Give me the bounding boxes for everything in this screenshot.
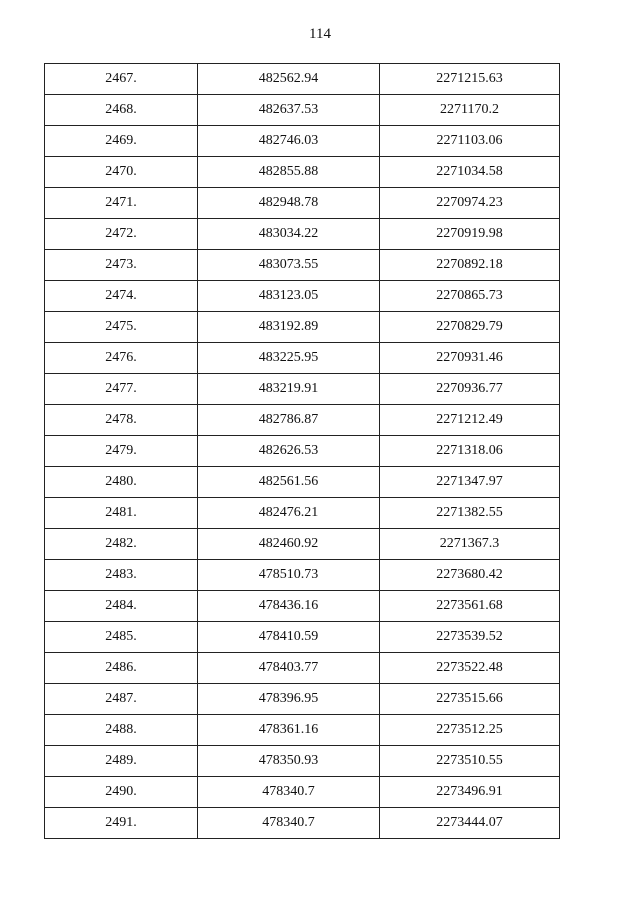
y-coordinate-cell: 2273510.55 [380, 746, 560, 777]
x-coordinate-cell: 478410.59 [198, 622, 380, 653]
y-coordinate-cell: 2273680.42 [380, 560, 560, 591]
point-number-cell: 2467. [45, 64, 198, 95]
point-number-cell: 2470. [45, 157, 198, 188]
x-coordinate-cell: 478436.16 [198, 591, 380, 622]
y-coordinate-cell: 2270865.73 [380, 281, 560, 312]
x-coordinate-cell: 478350.93 [198, 746, 380, 777]
point-number-cell: 2490. [45, 777, 198, 808]
point-number-cell: 2484. [45, 591, 198, 622]
table-row [45, 64, 560, 95]
y-coordinate-cell: 2271347.97 [380, 467, 560, 498]
page-number: 114 [309, 26, 331, 42]
x-coordinate-cell: 482746.03 [198, 126, 380, 157]
x-coordinate-cell: 478510.73 [198, 560, 380, 591]
x-coordinate-cell: 478396.95 [198, 684, 380, 715]
point-number-cell: 2475. [45, 312, 198, 343]
table-row [45, 715, 560, 746]
table-row [45, 405, 560, 436]
table-row [45, 95, 560, 126]
point-number-cell: 2468. [45, 95, 198, 126]
point-number-cell: 2478. [45, 405, 198, 436]
y-coordinate-cell: 2271034.58 [380, 157, 560, 188]
x-coordinate-cell: 483219.91 [198, 374, 380, 405]
x-coordinate-cell: 482637.53 [198, 95, 380, 126]
point-number-cell: 2491. [45, 808, 198, 839]
x-coordinate-cell: 482855.88 [198, 157, 380, 188]
y-coordinate-cell: 2270919.98 [380, 219, 560, 250]
y-coordinate-cell: 2271382.55 [380, 498, 560, 529]
table-row [45, 498, 560, 529]
y-coordinate-cell: 2271367.3 [380, 529, 560, 560]
table-row [45, 157, 560, 188]
table-row [45, 467, 560, 498]
y-coordinate-cell: 2273512.25 [380, 715, 560, 746]
y-coordinate-cell: 2270974.23 [380, 188, 560, 219]
table-row [45, 808, 560, 839]
point-number-cell: 2473. [45, 250, 198, 281]
point-number-cell: 2488. [45, 715, 198, 746]
point-number-cell: 2476. [45, 343, 198, 374]
table-row [45, 746, 560, 777]
x-coordinate-cell: 482786.87 [198, 405, 380, 436]
x-coordinate-cell: 482460.92 [198, 529, 380, 560]
y-coordinate-cell: 2270931.46 [380, 343, 560, 374]
x-coordinate-cell: 483225.95 [198, 343, 380, 374]
y-coordinate-cell: 2273561.68 [380, 591, 560, 622]
table-row [45, 219, 560, 250]
table-row [45, 188, 560, 219]
point-number-cell: 2481. [45, 498, 198, 529]
y-coordinate-cell: 2273539.52 [380, 622, 560, 653]
x-coordinate-cell: 483073.55 [198, 250, 380, 281]
x-coordinate-cell: 483123.05 [198, 281, 380, 312]
table-row [45, 560, 560, 591]
table-row [45, 126, 560, 157]
point-number-cell: 2482. [45, 529, 198, 560]
table-row [45, 281, 560, 312]
table-row [45, 653, 560, 684]
point-number-cell: 2472. [45, 219, 198, 250]
x-coordinate-cell: 482561.56 [198, 467, 380, 498]
point-number-cell: 2485. [45, 622, 198, 653]
table-row [45, 684, 560, 715]
point-number-cell: 2471. [45, 188, 198, 219]
y-coordinate-cell: 2271318.06 [380, 436, 560, 467]
x-coordinate-cell: 478340.7 [198, 777, 380, 808]
point-number-cell: 2487. [45, 684, 198, 715]
point-number-cell: 2483. [45, 560, 198, 591]
y-coordinate-cell: 2270892.18 [380, 250, 560, 281]
x-coordinate-cell: 478403.77 [198, 653, 380, 684]
point-number-cell: 2486. [45, 653, 198, 684]
table-row [45, 529, 560, 560]
point-number-cell: 2469. [45, 126, 198, 157]
table-row [45, 436, 560, 467]
point-number-cell: 2474. [45, 281, 198, 312]
table-row [45, 312, 560, 343]
x-coordinate-cell: 482562.94 [198, 64, 380, 95]
x-coordinate-cell: 482948.78 [198, 188, 380, 219]
y-coordinate-cell: 2273515.66 [380, 684, 560, 715]
point-number-cell: 2479. [45, 436, 198, 467]
y-coordinate-cell: 2271212.49 [380, 405, 560, 436]
table-row [45, 622, 560, 653]
y-coordinate-cell: 2273522.48 [380, 653, 560, 684]
x-coordinate-cell: 483192.89 [198, 312, 380, 343]
point-number-cell: 2480. [45, 467, 198, 498]
table-row [45, 343, 560, 374]
x-coordinate-cell: 482626.53 [198, 436, 380, 467]
coordinates-table [44, 63, 560, 839]
y-coordinate-cell: 2271103.06 [380, 126, 560, 157]
y-coordinate-cell: 2273444.07 [380, 808, 560, 839]
y-coordinate-cell: 2271170.2 [380, 95, 560, 126]
table-row [45, 250, 560, 281]
point-number-cell: 2477. [45, 374, 198, 405]
table-row [45, 777, 560, 808]
y-coordinate-cell: 2270829.79 [380, 312, 560, 343]
point-number-cell: 2489. [45, 746, 198, 777]
y-coordinate-cell: 2273496.91 [380, 777, 560, 808]
y-coordinate-cell: 2271215.63 [380, 64, 560, 95]
table-row [45, 374, 560, 405]
y-coordinate-cell: 2270936.77 [380, 374, 560, 405]
x-coordinate-cell: 478340.7 [198, 808, 380, 839]
x-coordinate-cell: 482476.21 [198, 498, 380, 529]
table-row [45, 591, 560, 622]
x-coordinate-cell: 478361.16 [198, 715, 380, 746]
x-coordinate-cell: 483034.22 [198, 219, 380, 250]
